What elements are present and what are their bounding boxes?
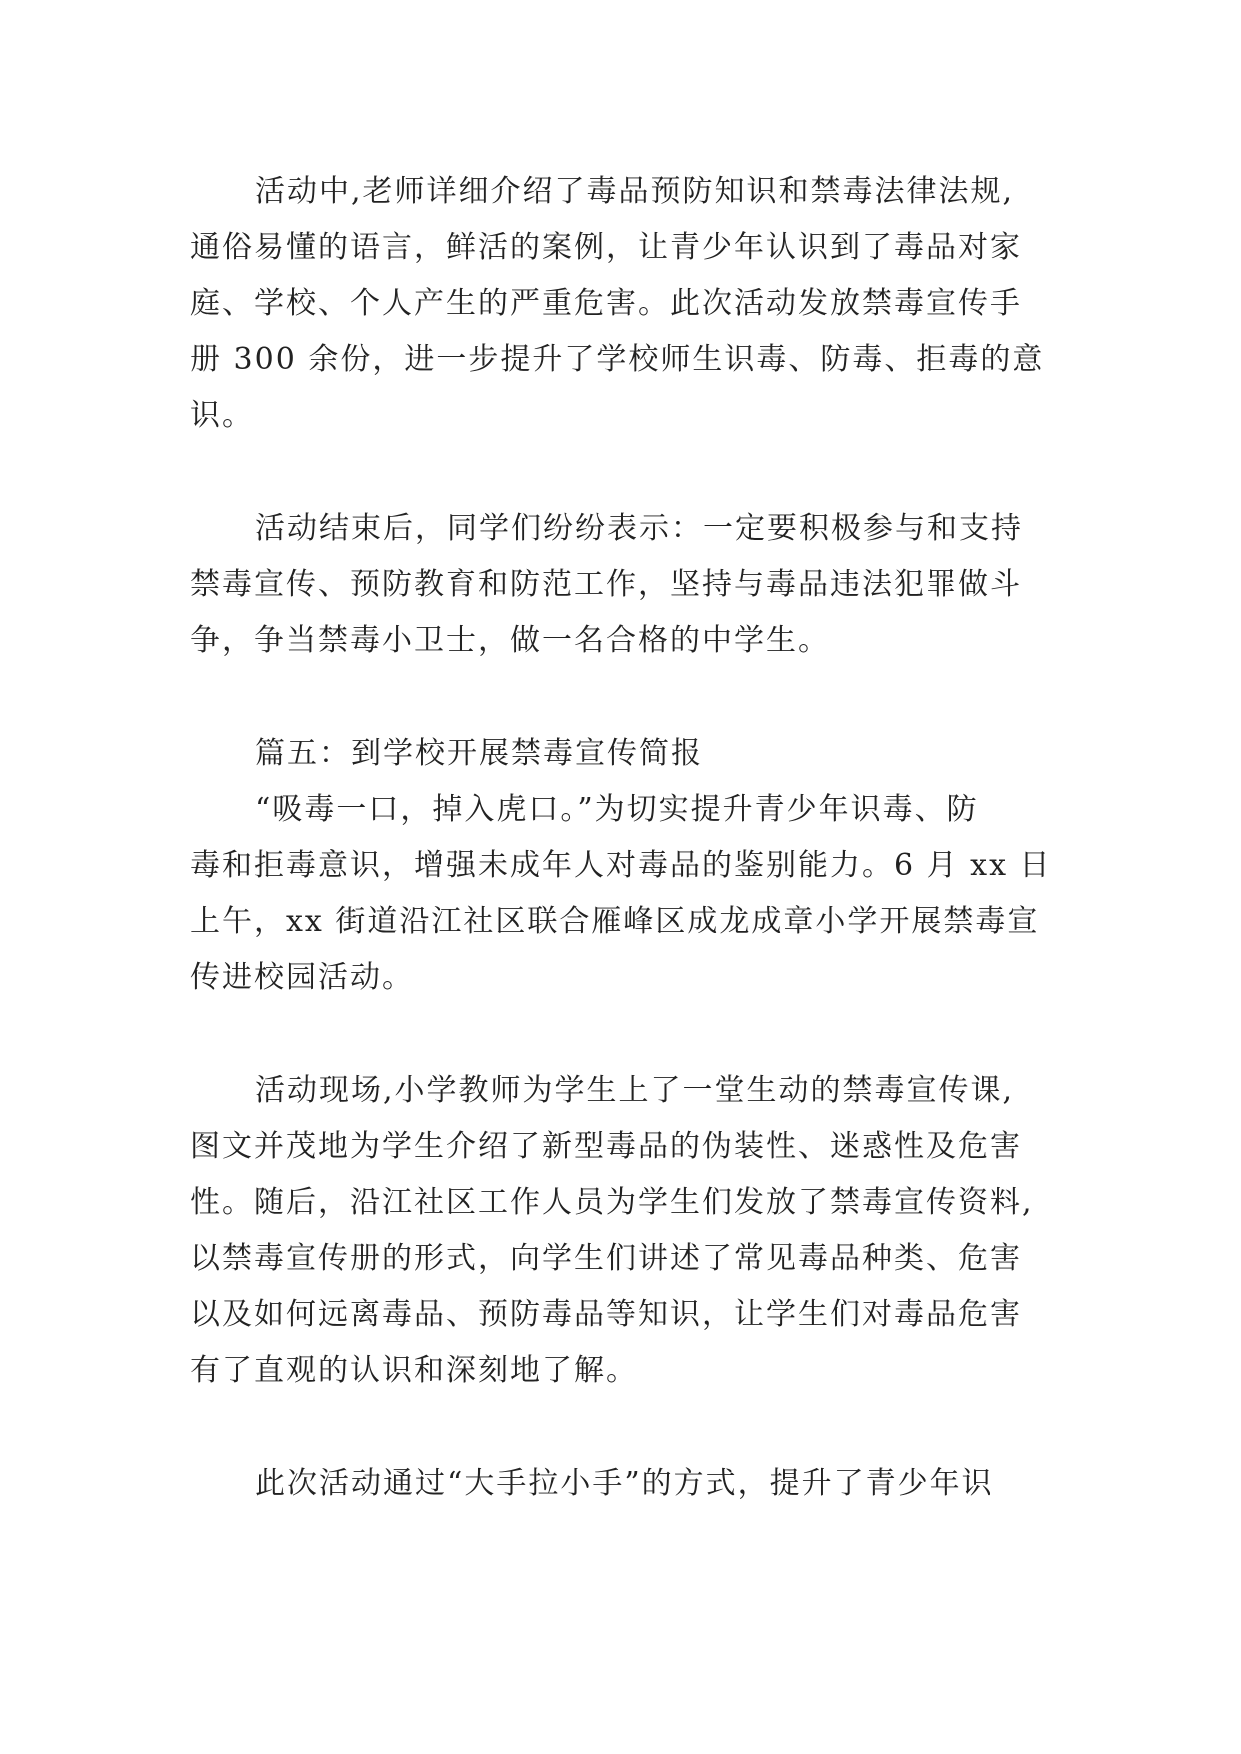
paragraph-1-line-1: 活动中,老师详细介绍了毒品预防知识和禁毒法律法规,: [255, 174, 1015, 209]
paragraph-1-line-4: 册 300 余份，进一步提升了学校师生识毒、防毒、拒毒的意: [190, 342, 1045, 377]
paragraph-4-line-1: 活动现场,小学教师为学生上了一堂生动的禁毒宣传课,: [255, 1073, 1015, 1108]
paragraph-3-line-3: 上午，xx 街道沿江社区联合雁峰区成龙成章小学开展禁毒宣: [190, 904, 1040, 939]
paragraph-3-line-4: 传进校园活动。: [190, 960, 414, 995]
paragraph-1-line-3: 庭、学校、个人产生的严重危害。此次活动发放禁毒宣传手: [190, 286, 1022, 321]
paragraph-2-line-2: 禁毒宣传、预防教育和防范工作，坚持与毒品违法犯罪做斗: [190, 567, 1022, 602]
paragraph-3-line-2: 毒和拒毒意识，增强未成年人对毒品的鉴别能力。6 月 xx 日: [190, 848, 1052, 883]
paragraph-4-line-6: 有了直观的认识和深刻地了解。: [190, 1353, 638, 1388]
paragraph-2-line-3: 争，争当禁毒小卫士，做一名合格的中学生。: [190, 623, 830, 658]
paragraph-1-line-5: 识。: [190, 398, 254, 433]
paragraph-4-line-3: 性。随后，沿江社区工作人员为学生们发放了禁毒宣传资料,: [190, 1185, 1034, 1220]
paragraph-3-line-1: “吸毒一口，掉入虎口。”为切实提升青少年识毒、防: [255, 792, 979, 827]
paragraph-4-line-2: 图文并茂地为学生介绍了新型毒品的伪装性、迷惑性及危害: [190, 1129, 1022, 1164]
paragraph-4-line-4: 以禁毒宣传册的形式，向学生们讲述了常见毒品种类、危害: [190, 1241, 1022, 1276]
paragraph-4-line-5: 以及如何远离毒品、预防毒品等知识，让学生们对毒品危害: [190, 1297, 1022, 1332]
paragraph-5-line-1: 此次活动通过“大手拉小手”的方式，提升了青少年识: [255, 1466, 994, 1501]
paragraph-1-line-2: 通俗易懂的语言，鲜活的案例，让青少年认识到了毒品对家: [190, 230, 1022, 265]
paragraph-2-line-1: 活动结束后，同学们纷纷表示：一定要积极参与和支持: [255, 511, 1023, 546]
section-heading: 篇五：到学校开展禁毒宣传简报: [255, 736, 703, 771]
